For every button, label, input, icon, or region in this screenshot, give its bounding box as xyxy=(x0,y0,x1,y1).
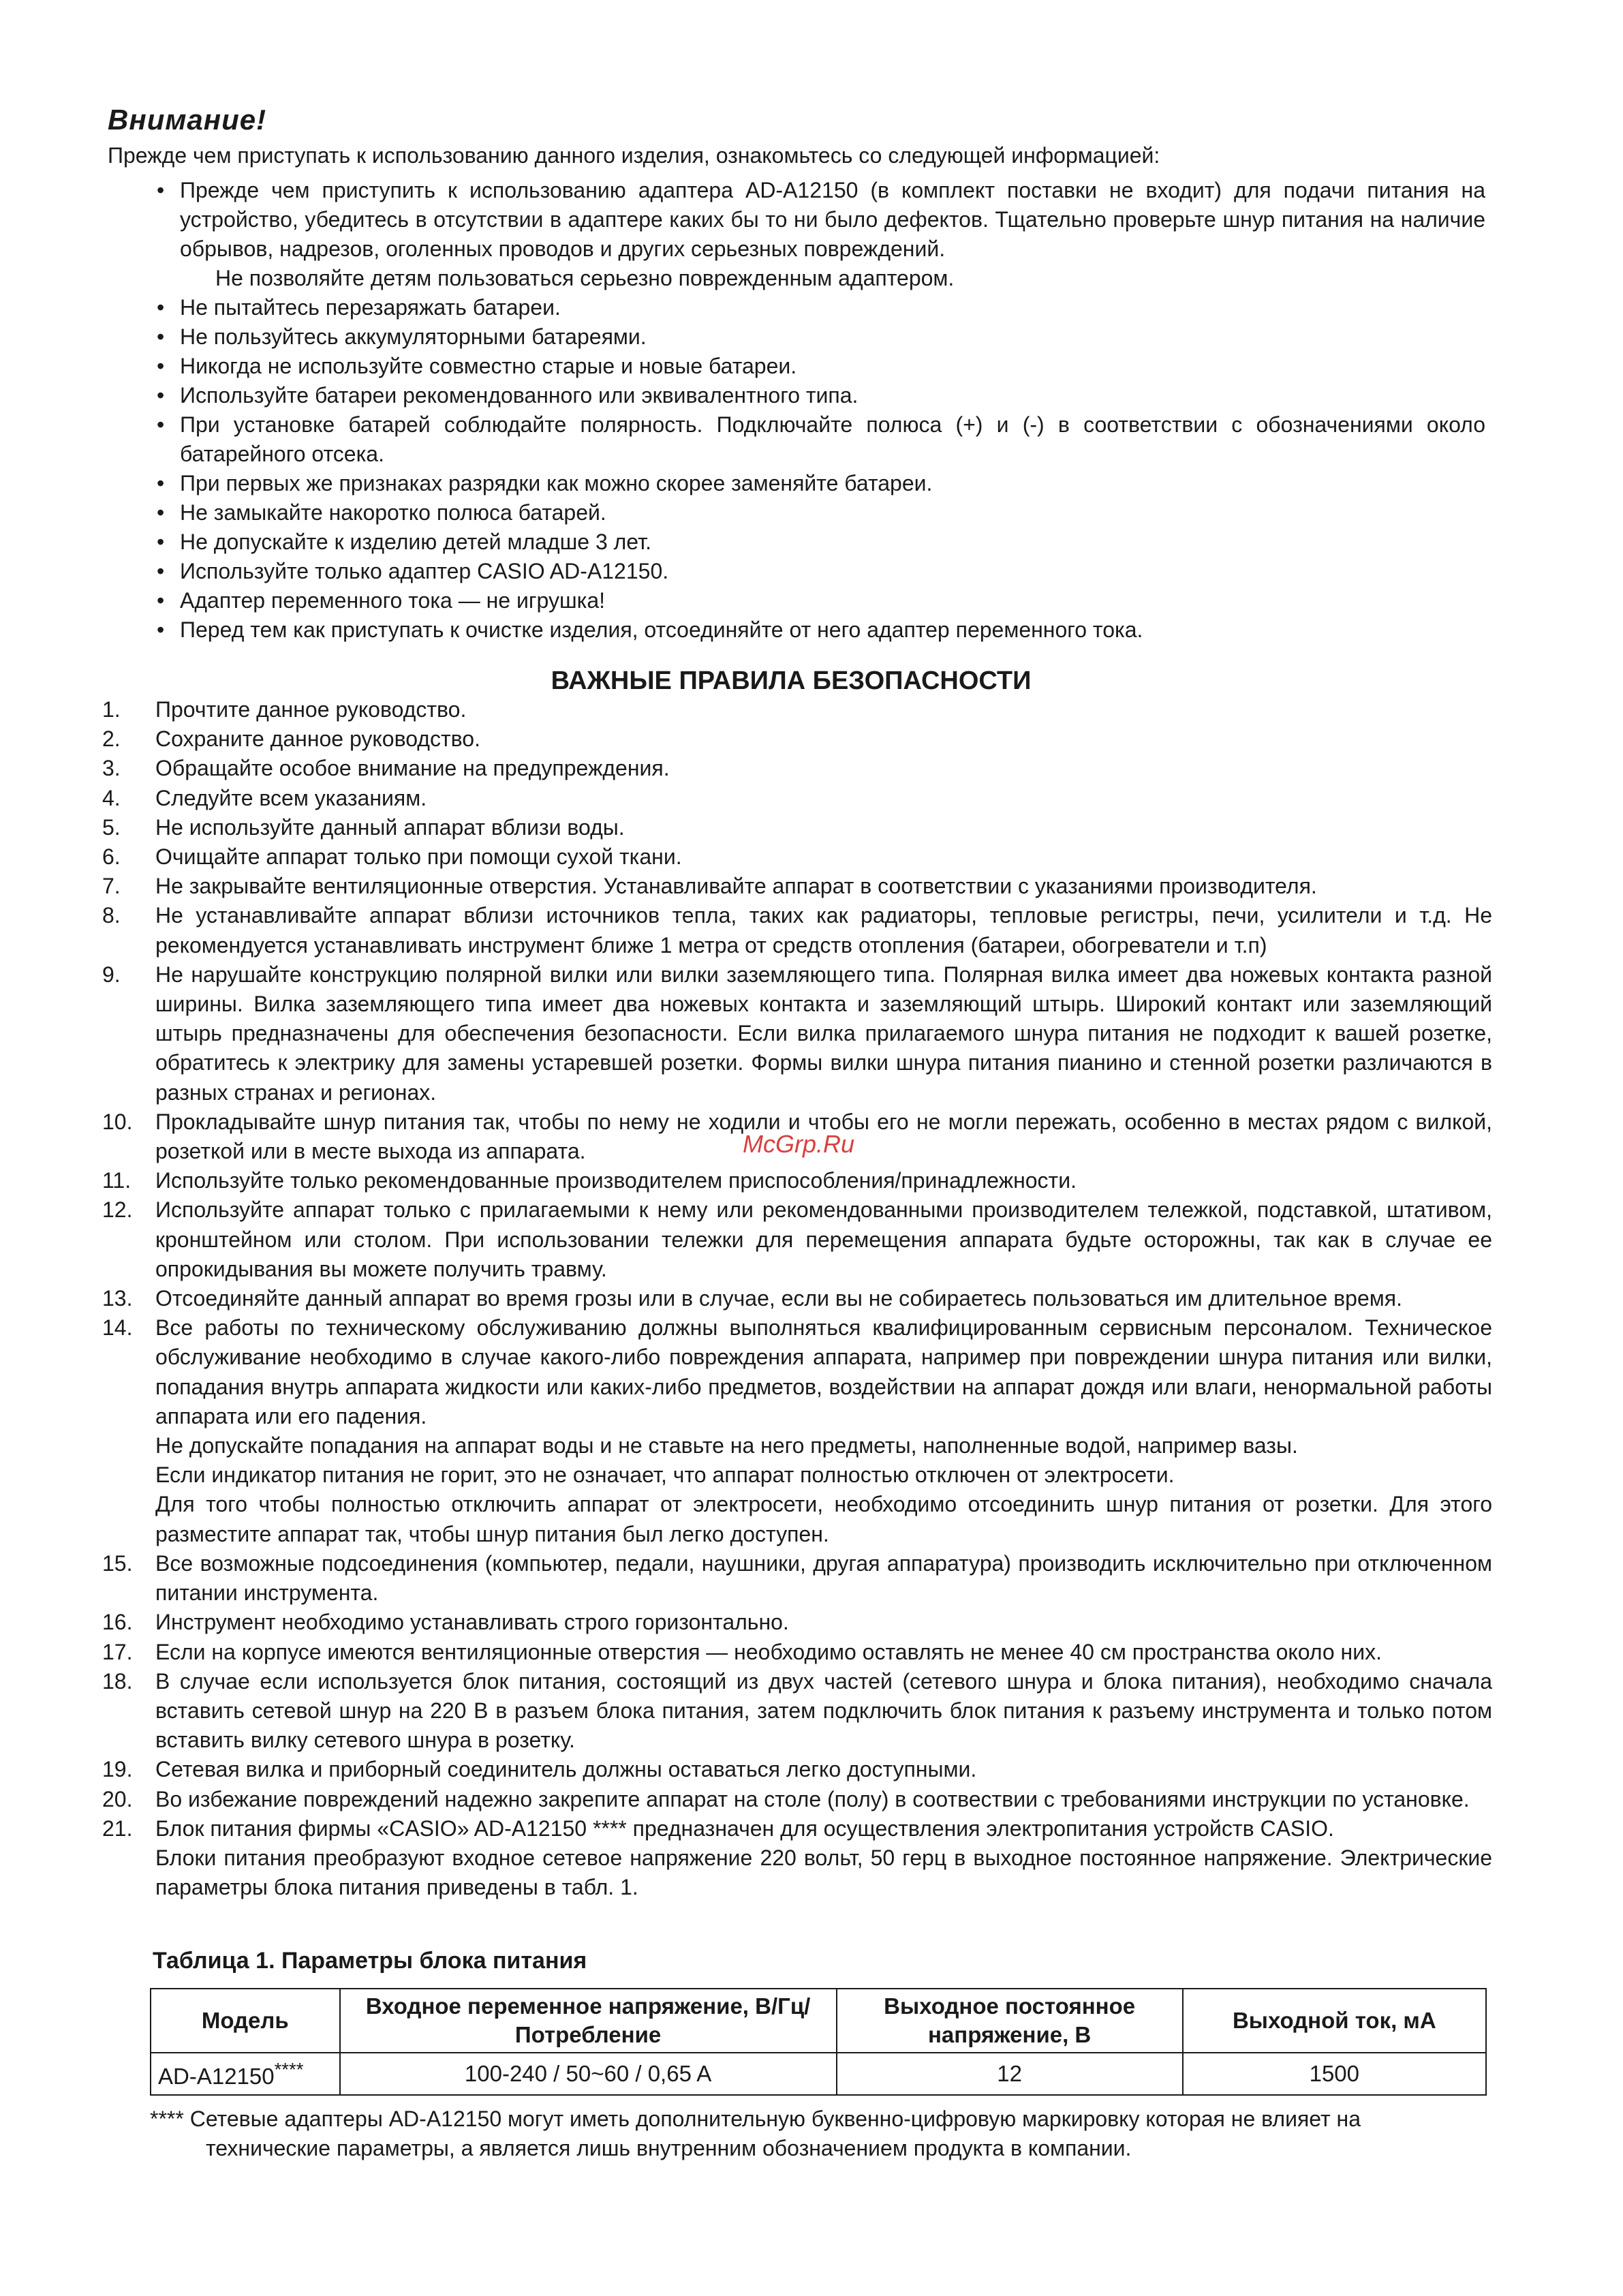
rule-text: Не устанавливайте аппарат вблизи источников тепла, таких как радиаторы, тепловые регистры, печи, усилители и т.д. Не рекомендуется устанавливать инструмент ближе 1 метра от средств отопления (батареи, обогреватели и т.п) xyxy=(155,903,1492,958)
safety-rule xyxy=(102,1107,1492,1166)
bullet-text: Прежде чем приступить к использованию адаптера AD-A12150 (в комплект поставки не входит) для подачи питания на устройство, убедитесь в отсутствии в адаптере каких бы то ни было дефектов. Тщательно проверьте шнур питания на наличие обрывов, надрезов, оголенных проводов и других серьезных повреждений. xyxy=(180,178,1485,261)
rule-text: Сетевая вилка и приборный соединитель должны оставаться легко доступными. xyxy=(155,1757,977,1782)
rule-number: 13. xyxy=(102,1286,133,1311)
attention-bullet xyxy=(157,381,1485,410)
bullet-text: При первых же признаках разрядки как можно скорее заменяйте батареи. xyxy=(180,471,933,495)
rule-text: Прочтите данное руководство. xyxy=(155,697,467,722)
safety-rule xyxy=(102,1195,1492,1284)
attention-intro: Прежде чем приступать к использованию данного изделия, ознакомьтесь со следующей информацией: xyxy=(108,143,1160,168)
rule-number: 11. xyxy=(102,1168,132,1193)
rule-text: Если индикатор питания не горит, это не означает, что аппарат полностью отключен от электросети. xyxy=(155,1463,1175,1488)
rule-text: Используйте аппарат только с прилагаемыми к нему или рекомендованными производителем тележкой, подставкой, штативом, кронштейном или столом. При использовании тележки для перемещения аппарата будьте осторожны, так как в случае ее опрокидывания вы можете получить травму. xyxy=(155,1197,1492,1281)
footnote-text: Сетевые адаптеры AD-A12150 могут иметь дополнительную буквенно-цифровую маркировку которая не влияет на xyxy=(189,2107,1361,2131)
safety-rule xyxy=(102,901,1492,960)
bullet-text: Никогда не используйте совместно старые и новые батареи. xyxy=(180,354,797,378)
attention-bullet xyxy=(157,322,1485,352)
rule-number: 5. xyxy=(102,814,121,840)
rule-text: Используйте только рекомендованные производителем приспособления/принадлежности. xyxy=(155,1168,1077,1193)
rule-text: В случае если используется блок питания, состоящий из двух частей (сетевого шнура и блока питания), необходимо сначала вставить сетевой шнур на 220 В в разъем блока питания, затем подключить блок питания к разъему инструмента и только потом вставить вилку сетевого шнура в розетку. xyxy=(155,1668,1492,1753)
model-mark: **** xyxy=(274,2058,304,2080)
rule-number: 17. xyxy=(102,1639,133,1664)
rule-text: Блок питания фирмы «CASIO» AD-A12150 **** предназначен для осуществления электропитания устройств CASIO. xyxy=(155,1816,1334,1841)
rule-number: 7. xyxy=(102,874,121,899)
bullet-mark: • xyxy=(157,530,165,554)
rule-text: Все возможные подсоединения (компьютер, педали, наушники, другая аппаратура) производить исключительно при отключенном питании инструмента. xyxy=(155,1550,1492,1606)
attention-bullet xyxy=(157,410,1485,469)
safety-rule xyxy=(102,1638,1492,1667)
cell-input-voltage: 100-240 / 50~60 / 0,65 A xyxy=(340,2053,837,2095)
safety-rule xyxy=(102,1284,1492,1313)
rule-number: 3. xyxy=(102,756,121,781)
attention-bullet xyxy=(157,352,1485,381)
cell-output-voltage: 12 xyxy=(837,2053,1183,2095)
rule-text: Для того чтобы полностью отключить аппарат от электросети, необходимо отсоединить шнур питания от розетки. Для этого разместите аппарат так, чтобы шнур питания был легко доступен. xyxy=(155,1492,1492,1546)
safety-rule xyxy=(102,872,1492,901)
bullet-mark: • xyxy=(157,354,165,378)
bullet-text: Не замыкайте накоротко полюса батарей. xyxy=(180,500,606,525)
watermark: McGrp.Ru xyxy=(743,1130,855,1158)
footnote xyxy=(150,2104,1485,2163)
attention-bullet xyxy=(157,557,1485,586)
table-row xyxy=(151,2053,1486,2095)
bullet-subtext: Не позволяйте детям пользоваться серьезно поврежденным адаптером. xyxy=(215,266,955,290)
safety-rule xyxy=(102,1667,1492,1756)
bullet-mark: • xyxy=(157,617,165,642)
rule-number: 8. xyxy=(102,903,121,928)
rule-number: 18. xyxy=(102,1668,133,1694)
model-value: AD-A12150 xyxy=(158,2063,275,2089)
rule-number: 2. xyxy=(102,726,121,752)
bullet-text: Используйте только адаптер CASIO AD-A12150. xyxy=(180,559,669,583)
rule-number: 1. xyxy=(102,697,121,722)
rule-number: 16. xyxy=(102,1610,133,1635)
rule-text: Отсоединяйте данный аппарат во время грозы или в случае, если вы не собираетесь пользоваться им длительное время. xyxy=(155,1286,1402,1311)
safety-rules-list xyxy=(102,695,1492,1902)
safety-rule xyxy=(102,1608,1492,1637)
rule-number: 19. xyxy=(102,1757,133,1782)
bullet-text: Используйте батареи рекомендованного или эквивалентного типа. xyxy=(180,383,859,408)
rule-text: Прокладывайте шнур питания так, чтобы по нему не ходили и чтобы его не могли пережать, особенно в местах рядом с вилкой, розеткой или в месте выхода из аппарата. xyxy=(155,1109,1492,1164)
cell-output-current: 1500 xyxy=(1183,2053,1486,2095)
table-header-row xyxy=(151,1989,1486,2053)
table-title: Таблица 1. Параметры блока питания xyxy=(153,1948,587,1974)
rule-number: 9. xyxy=(102,962,121,987)
attention-bullet xyxy=(157,586,1485,615)
safety-rule xyxy=(102,1814,1492,1903)
safety-rule xyxy=(102,784,1492,813)
safety-rule xyxy=(102,960,1492,1107)
rule-number: 15. xyxy=(102,1550,133,1576)
safety-rule xyxy=(102,842,1492,872)
header-model: Модель xyxy=(151,1989,340,2053)
rule-text: Следуйте всем указаниям. xyxy=(155,785,427,810)
rule-text: Обращайте особое внимание на предупреждения. xyxy=(155,756,670,781)
safety-rule xyxy=(102,724,1492,754)
rule-number: 12. xyxy=(102,1197,133,1223)
bullet-mark: • xyxy=(157,471,165,495)
rule-text: Все работы по техническому обслуживанию должны выполняться квалифицированным сервисным персоналом. Техническое обслуживание необходимо в случае какого-либо повреждения аппарата, например при повреждении шнура питания или вилки, попадания внутрь аппарата жидкости или каких-либо предметов, воздействии на аппарат дождя или влаги, ненормальной работы аппарата или его падения. xyxy=(155,1315,1492,1428)
safety-rule xyxy=(102,1785,1492,1814)
attention-title: Внимание! xyxy=(108,104,267,136)
rule-text: Не закрывайте вентиляционные отверстия. Устанавливайте аппарат в соответствии с указаниями производителя. xyxy=(155,874,1317,899)
bullet-mark: • xyxy=(157,324,165,349)
header-output-voltage: Выходное постоянное напряжение, В xyxy=(837,1989,1183,2053)
bullet-mark: • xyxy=(157,383,165,408)
rule-number: 6. xyxy=(102,844,121,870)
bullet-text: Не допускайте к изделию детей младше 3 лет. xyxy=(180,530,652,554)
rule-text: Во избежание повреждений надежно закрепите аппарат на столе (полу) в соотвествии с требованиями инструкции по установке. xyxy=(155,1786,1470,1811)
safety-rule xyxy=(102,1549,1492,1608)
safety-rule xyxy=(102,1166,1492,1195)
bullet-mark: • xyxy=(157,412,165,437)
safety-rule xyxy=(102,1313,1492,1549)
bullet-text: Перед тем как приступать к очистке изделия, отсоединяйте от него адаптер переменного тока. xyxy=(180,617,1143,642)
attention-bullet xyxy=(157,527,1485,557)
footnote-mark: **** xyxy=(150,2107,184,2131)
rule-text: Не допускайте попадания на аппарат воды и не ставьте на него предметы, наполненные водой, например вазы. xyxy=(155,1433,1298,1458)
rule-text: Блоки питания преобразуют входное сетевое напряжение 220 вольт, 50 герц в выходное постоянное напряжение. Электрические параметры блока питания приведены в табл. 1. xyxy=(155,1845,1492,1900)
attention-bullet xyxy=(157,498,1485,527)
bullet-mark: • xyxy=(157,588,165,613)
power-params-table xyxy=(150,1988,1487,2096)
safety-rule xyxy=(102,695,1492,724)
rule-number: 14. xyxy=(102,1315,133,1341)
bullet-text: Не пользуйтесь аккумуляторными батареями. xyxy=(180,324,647,349)
attention-bullet xyxy=(157,469,1485,498)
safety-title: ВАЖНЫЕ ПРАВИЛА БЕЗОПАСНОСТИ xyxy=(551,667,1032,695)
safety-rule xyxy=(102,813,1492,842)
safety-rule xyxy=(102,754,1492,783)
rule-text: Не используйте данный аппарат вблизи воды. xyxy=(155,814,625,840)
rule-text: Если на корпусе имеются вентиляционные отверстия — необходимо оставлять не менее 40 см пространства около них. xyxy=(155,1639,1382,1664)
bullet-mark: • xyxy=(157,500,165,525)
rule-text: Инструмент необходимо устанавливать строго горизонтально. xyxy=(155,1610,789,1635)
bullet-mark: • xyxy=(157,559,165,583)
header-output-current: Выходной ток, мА xyxy=(1183,1989,1486,2053)
bullet-text: Не пытайтесь перезаряжать батареи. xyxy=(180,295,561,320)
rule-number: 4. xyxy=(102,785,121,810)
safety-rule xyxy=(102,1755,1492,1784)
rule-number: 20. xyxy=(102,1786,133,1811)
cell-model xyxy=(151,2053,340,2095)
footnote-continuation: технические параметры, а является лишь внутренним обозначением продукта в компании. xyxy=(206,2136,1132,2160)
attention-bullet xyxy=(157,293,1485,322)
attention-bullet-list xyxy=(157,176,1485,645)
bullet-text: Адаптер переменного тока — не игрушка! xyxy=(180,588,606,613)
bullet-mark: • xyxy=(157,178,165,202)
rule-number: 21. xyxy=(102,1816,133,1841)
header-input-voltage: Входное переменное напряжение, В/Гц/Потребление xyxy=(340,1989,837,2053)
bullet-text: При установке батарей соблюдайте полярность. Подключайте полюса (+) и (-) в соответствии с обозначениями около батарейного отсека. xyxy=(180,412,1485,466)
rule-text: Очищайте аппарат только при помощи сухой ткани. xyxy=(155,844,682,870)
rule-number: 10. xyxy=(102,1109,133,1134)
bullet-mark: • xyxy=(157,295,165,320)
rule-text: Не нарушайте конструкцию полярной вилки или вилки заземляющего типа. Полярная вилка имеет два ножевых контакта разной ширины. Вилка заземляющего типа имеет два ножевых контакта и заземляющий штырь. Широкий контакт или заземляющий штырь предназначены для обеспечения безопасности. Если вилка прилагаемого шнура питания не подходит к вашей розетке, обратитесь к электрику для замены устаревшей розетки. Формы вилки шнура питания пианино и стенной розетки различаются в разных странах и регионах. xyxy=(155,962,1492,1105)
rule-text: Сохраните данное руководство. xyxy=(155,726,480,752)
attention-bullet xyxy=(157,615,1485,645)
attention-bullet xyxy=(157,176,1485,293)
